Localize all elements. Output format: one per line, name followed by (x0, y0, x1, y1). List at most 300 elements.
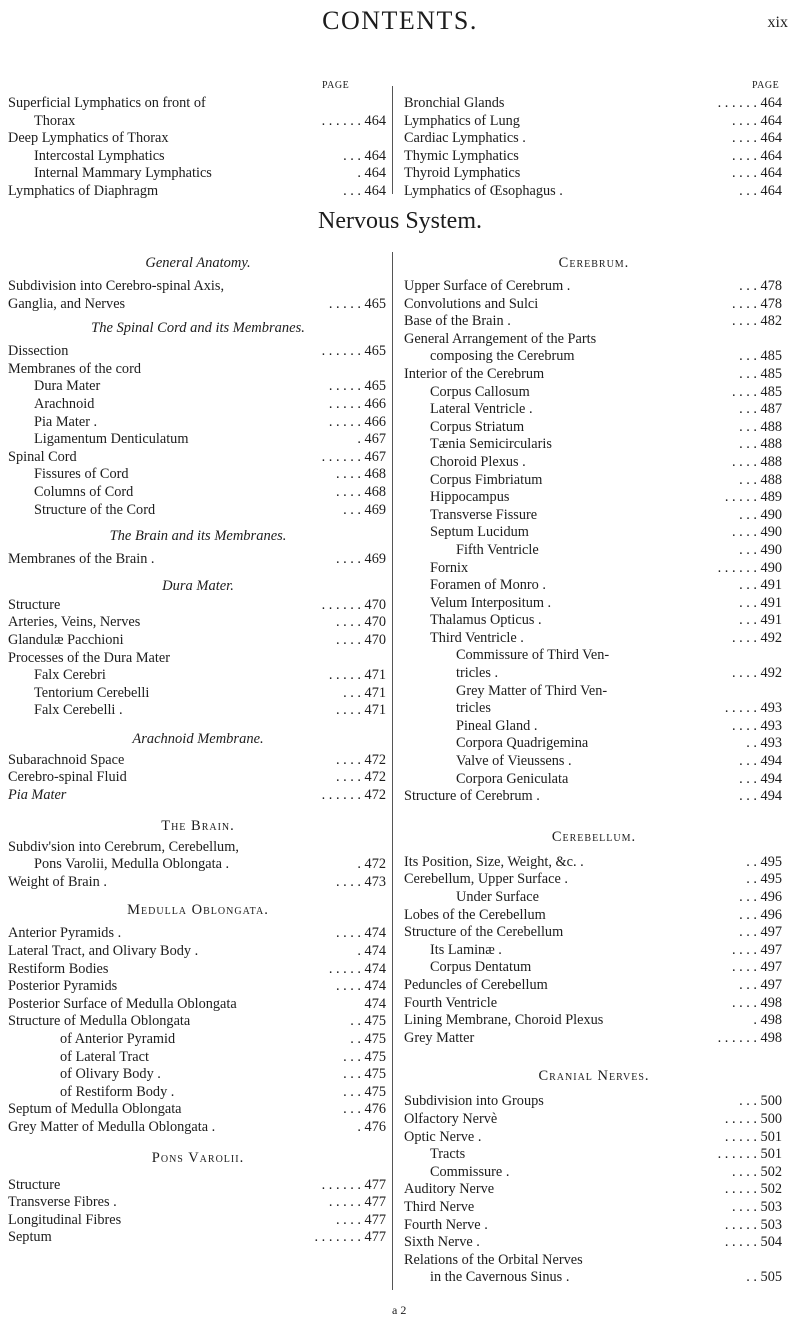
toc-entry-title: Septum (8, 1229, 52, 1246)
toc-entry-title: Structure of Medulla Oblongata (8, 1013, 191, 1030)
toc-entry (404, 612, 784, 630)
toc-entry-title: Anterior Pyramids . (8, 925, 122, 942)
toc-entry-page: . . . . . 465 (328, 295, 386, 312)
toc-entry (8, 1212, 388, 1230)
toc-entry-page: . . . 475 (343, 1048, 386, 1065)
toc-entry-title: Dissection (8, 343, 69, 360)
toc-entry (8, 752, 388, 770)
toc-entry (404, 183, 784, 201)
toc-entry-title: Glandulæ Pacchioni (8, 631, 124, 648)
toc-entry (8, 978, 388, 996)
toc-entry-page: . . . . 464 (731, 165, 782, 182)
toc-entry-page: . . . 491 (739, 577, 782, 594)
toc-entry (404, 700, 784, 718)
toc-entry-page: . . . . 488 (731, 453, 782, 470)
toc-entry (8, 685, 388, 703)
toc-entry-page: . . . 491 (739, 594, 782, 611)
entries-spinal-cord (8, 343, 388, 519)
toc-entry-page: . . . . 472 (335, 769, 386, 786)
toc-entry-title: Structure of the Cerebellum (404, 924, 564, 941)
toc-entry (8, 650, 388, 668)
toc-entry (8, 614, 388, 632)
toc-entry (8, 449, 388, 467)
toc-entry (8, 414, 388, 432)
toc-entry-page: . . . 485 (739, 365, 782, 382)
toc-entry-page: . 464 (357, 165, 386, 182)
toc-entry-title: Corpora Quadrigemina (456, 735, 589, 752)
toc-entry (8, 1194, 388, 1212)
toc-entry-title: Lateral Ventricle . (430, 401, 533, 418)
toc-entry (8, 702, 388, 720)
column-divider-main (392, 252, 393, 1290)
toc-entry-title: Third Nerve (404, 1198, 475, 1215)
toc-entry (404, 1252, 784, 1270)
toc-entry-title: Grey Matter of Third Ven- (456, 682, 608, 699)
toc-entry-page: . . . 500 (739, 1093, 782, 1110)
toc-entry-page: . . 493 (746, 735, 782, 752)
toc-entry-title: Corpus Callosum (430, 383, 530, 400)
toc-entry (404, 924, 784, 942)
toc-entry-page: . . . . 497 (731, 959, 782, 976)
toc-entry-title: Lining Membrane, Choroid Plexus (404, 1012, 604, 1029)
toc-entry (8, 943, 388, 961)
toc-entry-page: . . . 469 (343, 501, 386, 518)
toc-entry-page: . . . . . 501 (724, 1128, 782, 1145)
toc-entry-page: . . . . 471 (335, 702, 386, 719)
toc-entry (8, 597, 388, 615)
toc-entry-title: Tentorium Cerebelli (34, 684, 150, 701)
toc-entry-title: Structure (8, 1176, 61, 1193)
toc-entry-page: . . . . 468 (335, 483, 386, 500)
toc-entry (404, 1030, 784, 1048)
toc-entry (8, 343, 388, 361)
toc-entry-page: . . . 491 (739, 612, 782, 629)
top-right-entries (404, 95, 784, 201)
toc-entry (404, 1093, 784, 1111)
toc-entry (404, 401, 784, 419)
toc-entry (404, 871, 784, 889)
toc-entry-page: . 472 (357, 856, 386, 873)
toc-entry (8, 1031, 388, 1049)
toc-entry-title: tricles (456, 700, 491, 717)
toc-entry-page: . . . . 464 (731, 130, 782, 147)
toc-entry-page: . . . 476 (343, 1101, 386, 1118)
page-column-label-left: PAGE (322, 80, 350, 91)
toc-entry (404, 366, 784, 384)
toc-entry-page: . . . . . . . 477 (314, 1229, 386, 1246)
toc-entry-title: Arteries, Veins, Nerves (8, 614, 141, 631)
toc-entry-page: . . . . . . 464 (321, 112, 386, 129)
toc-entry (404, 454, 784, 472)
toc-entry-title: Thymic Lymphatics (404, 147, 519, 164)
toc-entry-page: . . . 494 (739, 770, 782, 787)
toc-entry-page: 474 (364, 995, 386, 1012)
entries-general-anatomy (8, 278, 388, 313)
right-column (404, 254, 784, 1287)
toc-entry-title: of Restiform Body . (60, 1083, 175, 1100)
toc-entry (404, 348, 784, 366)
toc-entry-title: of Lateral Tract (60, 1048, 149, 1065)
toc-entry-title: Intercostal Lymphatics (34, 147, 165, 164)
toc-entry-title: Pons Varolii, Medulla Oblongata . (34, 856, 230, 873)
toc-entry (8, 787, 388, 805)
toc-entry-title: Upper Surface of Cerebrum . (404, 278, 571, 294)
toc-entry-title: in the Cavernous Sinus . (430, 1269, 570, 1286)
toc-entry-title: General Arrangement of the Parts (404, 330, 597, 347)
toc-entry-page: . . . 496 (739, 906, 782, 923)
toc-entry (8, 396, 388, 414)
toc-entry-title: Processes of the Dura Mater (8, 649, 170, 666)
toc-entry (404, 436, 784, 454)
toc-entry-title: Falx Cerebelli . (34, 702, 123, 719)
heading-cerebrum: Cerebrum. (558, 255, 630, 271)
toc-entry-page: . . . . 464 (731, 112, 782, 129)
toc-entry-page: . . . 490 (739, 541, 782, 558)
toc-entry-page: . . . . . . 464 (717, 95, 782, 111)
entries-brain-membranes (8, 551, 388, 569)
toc-entry (404, 665, 784, 683)
toc-entry (404, 907, 784, 925)
toc-entry-title: Thyroid Lymphatics (404, 165, 521, 182)
toc-entry (404, 542, 784, 560)
toc-entry-title: Falx Cerebri (34, 667, 106, 684)
toc-entry-title: Thalamus Opticus . (430, 612, 542, 629)
toc-entry (8, 667, 388, 685)
heading-medulla: Medulla Oblongata. (127, 902, 269, 919)
toc-entry-title: Internal Mammary Lymphatics (34, 165, 212, 182)
toc-entry (8, 1101, 388, 1119)
toc-entry-page: . . . 478 (739, 278, 782, 294)
toc-entry-page: . . . 497 (739, 976, 782, 993)
toc-entry (404, 278, 784, 296)
toc-entry-page: . . . . . 504 (724, 1234, 782, 1251)
toc-entry-title: Posterior Pyramids (8, 978, 118, 995)
toc-entry-page: . . . . . 466 (328, 395, 386, 412)
toc-entry-page: . . . . 472 (335, 751, 386, 768)
toc-entry (404, 683, 784, 701)
page-title: CONTENTS. (322, 6, 478, 35)
toc-entry-title: Corpus Fimbriatum (430, 471, 543, 488)
toc-entry-page: . . 475 (350, 1013, 386, 1030)
toc-entry-page: . . . . 485 (731, 383, 782, 400)
toc-entry-page: . . . . . . 501 (717, 1146, 782, 1163)
toc-entry (8, 278, 388, 296)
toc-entry-page: . . . 487 (739, 401, 782, 418)
toc-entry-title: Tracts (430, 1146, 466, 1163)
toc-entry-page: . . . . . . 498 (717, 1029, 782, 1046)
toc-entry-title: Commissure of Third Ven- (456, 647, 610, 664)
toc-entry-page: . . . . 482 (731, 313, 782, 330)
toc-entry (404, 524, 784, 542)
toc-entry-title: Tænia Semicircularis (430, 436, 552, 453)
toc-entry-page: . . . . . 489 (724, 489, 782, 506)
toc-entry-page: . . . . 473 (335, 873, 386, 890)
toc-entry-page: . . . . 502 (731, 1163, 782, 1180)
toc-entry (8, 1066, 388, 1084)
toc-entry (8, 296, 388, 314)
toc-entry-page: . 474 (357, 943, 386, 960)
toc-entry-title: Convolutions and Sulci (404, 295, 539, 312)
toc-entry-page: . . . . . 477 (328, 1194, 386, 1211)
toc-entry (404, 647, 784, 665)
toc-entry-title: Relations of the Orbital Nerves (404, 1251, 583, 1268)
toc-entry-page: . . 495 (746, 871, 782, 888)
toc-entry-title: Structure of Cerebrum . (404, 788, 540, 805)
toc-entry (404, 1234, 784, 1252)
toc-entry (404, 1269, 784, 1287)
toc-entry (404, 1181, 784, 1199)
running-head (0, 4, 800, 44)
toc-entry-title: Arachnoid (34, 395, 95, 412)
toc-entry-title: Membranes of the cord (8, 360, 141, 377)
toc-entry-page: . . . . 470 (335, 614, 386, 631)
toc-entry (404, 771, 784, 789)
toc-entry-title: Olfactory Nervè (404, 1110, 498, 1127)
toc-entry (8, 1119, 388, 1137)
toc-entry-page: . . . . . 500 (724, 1110, 782, 1127)
toc-entry (404, 331, 784, 349)
toc-entry-title: Commissure . (430, 1163, 510, 1180)
toc-entry-page: . . . 488 (739, 418, 782, 435)
toc-entry-title: Corpus Striatum (430, 418, 525, 435)
toc-entry-title: Cerebro-spinal Fluid (8, 769, 127, 786)
toc-entry-title: Pineal Gland . (456, 717, 538, 734)
toc-entry-title: Posterior Surface of Medulla Oblongata (8, 995, 237, 1012)
toc-entry-page: . . . . 497 (731, 941, 782, 958)
toc-entry-title: Subdivision into Groups (404, 1093, 544, 1110)
toc-entry-page: . . . . . 465 (328, 378, 386, 395)
toc-entry-page: . . . 488 (739, 436, 782, 453)
toc-entry-title: Its Position, Size, Weight, &c. . (404, 853, 584, 870)
toc-entry-page: . . . 475 (343, 1066, 386, 1083)
toc-entry (8, 431, 388, 449)
toc-entry-title: Thorax (34, 112, 76, 129)
toc-entry (404, 148, 784, 166)
toc-entry-page: . . . . . 493 (724, 700, 782, 717)
toc-entry-title: Structure of the Cord (34, 501, 156, 518)
toc-entry-page: . . . 464 (343, 147, 386, 164)
toc-entry-title: Pia Mater (8, 787, 67, 804)
toc-entry (8, 484, 388, 502)
heading-cerebellum: Cerebellum. (551, 828, 637, 845)
toc-entry (8, 1177, 388, 1195)
page-column-label-right: PAGE (752, 80, 780, 91)
toc-entry-title: composing the Cerebrum (430, 348, 575, 365)
toc-entry-page: . . . 490 (739, 506, 782, 523)
toc-entry-title: Subdiv'sion into Cerebrum, Cerebellum, (8, 838, 239, 855)
toc-entry-page: . . . . . 466 (328, 413, 386, 430)
toc-entry-title: Ligamentum Denticulatum (34, 431, 189, 448)
toc-entry-title: Its Laminæ . (430, 941, 502, 958)
toc-entry-title: Cerebellum, Upper Surface . (404, 871, 568, 888)
toc-entry (8, 1229, 388, 1247)
toc-entry-title: Velum Interpositum . (430, 594, 552, 611)
toc-entry-title: Fourth Nerve . (404, 1216, 488, 1233)
toc-entry-page: . . . 496 (739, 889, 782, 905)
toc-entry-page: . . . . 468 (335, 466, 386, 483)
toc-entry-title: Pia Mater . (34, 413, 98, 430)
heading-dura-mater: Dura Mater. (162, 577, 234, 594)
toc-entry (8, 1084, 388, 1102)
toc-entry (8, 1013, 388, 1031)
toc-entry (8, 378, 388, 396)
toc-entry-title: Deep Lymphatics of Thorax (8, 130, 169, 147)
signature-mark: a 2 (392, 1303, 407, 1317)
toc-entry-title: Hippocampus (430, 489, 510, 506)
toc-entry-title: Subdivision into Cerebro-spinal Axis, (8, 278, 225, 294)
toc-entry (404, 419, 784, 437)
toc-entry (8, 113, 388, 131)
toc-entry-page: . . . 488 (739, 471, 782, 488)
toc-entry-title: Valve of Vieussens . (456, 753, 572, 770)
toc-entry-title: tricles . (456, 665, 499, 682)
toc-entry-title: Optic Nerve . (404, 1128, 482, 1145)
toc-entry-page: . . . . 474 (335, 978, 386, 995)
toc-entry-title: Grey Matter of Medulla Oblongata . (8, 1118, 216, 1135)
toc-entry-page: . . . . 474 (335, 925, 386, 942)
column-divider-top (392, 86, 393, 194)
toc-entry-page: . . . . . 502 (724, 1181, 782, 1198)
toc-entry (404, 165, 784, 183)
toc-entry-page: . . . . 493 (731, 717, 782, 734)
toc-entry (8, 148, 388, 166)
toc-entry (404, 1199, 784, 1217)
toc-entry (404, 1217, 784, 1235)
toc-entry (404, 854, 784, 872)
toc-entry (404, 113, 784, 131)
toc-entry (8, 183, 388, 201)
toc-entry-page: . . . . . . 472 (321, 787, 386, 804)
heading-spinal-cord: The Spinal Cord and its Membranes. (91, 320, 305, 337)
toc-entry-title: Membranes of the Brain . (8, 551, 155, 568)
toc-entry-title: Fifth Ventricle (456, 541, 539, 558)
toc-entry-title: Columns of Cord (34, 483, 134, 500)
toc-entry-page: . . . 494 (739, 753, 782, 770)
toc-entry-title: Grey Matter (404, 1029, 475, 1046)
toc-entry-title: Ganglia, and Nerves (8, 295, 126, 312)
toc-entry-page: . . . 497 (739, 924, 782, 941)
toc-entry (8, 856, 388, 874)
entries-cerebellum (404, 854, 784, 1048)
toc-entry (404, 313, 784, 331)
toc-entry-page: . . . . 470 (335, 631, 386, 648)
toc-entry (8, 466, 388, 484)
entries-pons (8, 1177, 388, 1247)
entries-the-brain (8, 839, 388, 892)
toc-entry-title: Superficial Lymphatics on front of (8, 95, 206, 111)
toc-entry-title: Choroid Plexus . (430, 453, 526, 470)
toc-entry-title: of Olivary Body . (60, 1066, 161, 1083)
toc-entry-title: Septum of Medulla Oblongata (8, 1101, 182, 1118)
toc-entry (404, 489, 784, 507)
toc-entry-page: . 467 (357, 431, 386, 448)
toc-entry-title: Interior of the Cerebrum (404, 365, 545, 382)
heading-brain-membranes: The Brain and its Membranes. (109, 528, 287, 545)
toc-entry-page: . . . . 478 (731, 295, 782, 312)
toc-entry (404, 959, 784, 977)
toc-entry-title: Transverse Fissure (430, 506, 538, 523)
toc-entry-title: of Anterior Pyramid (60, 1031, 176, 1047)
toc-entry-title: Lateral Tract, and Olivary Body . (8, 943, 199, 960)
section-title: Nervous System. (318, 208, 482, 234)
toc-entry-title: Weight of Brain . (8, 873, 107, 890)
toc-entry-page: . . . . 492 (731, 629, 782, 646)
toc-entry (8, 839, 388, 857)
toc-entry-title: Restiform Bodies (8, 960, 109, 977)
toc-entry (404, 384, 784, 402)
toc-entry-title: Peduncles of Cerebellum (404, 976, 548, 993)
toc-entry-page: . . . 485 (739, 348, 782, 365)
toc-entry (8, 502, 388, 520)
toc-entry-title: Under Surface (456, 889, 539, 905)
toc-entry (404, 942, 784, 960)
toc-entry (8, 961, 388, 979)
toc-entry-title: Lymphatics of Lung (404, 112, 520, 129)
toc-entry-page: . . 505 (746, 1269, 782, 1286)
toc-entry-page: . . . . . . 477 (321, 1176, 386, 1193)
heading-arachnoid: Arachnoid Membrane. (132, 730, 264, 747)
toc-entry (8, 361, 388, 379)
toc-entry-title: Fissures of Cord (34, 466, 129, 483)
toc-entry-page: . . . . 492 (731, 665, 782, 682)
toc-entry-title: Third Ventricle . (430, 629, 524, 646)
toc-entry (404, 95, 784, 113)
entries-medulla (8, 925, 388, 1136)
toc-entry (404, 507, 784, 525)
toc-entry-page: . . . 471 (343, 684, 386, 701)
toc-entry (404, 577, 784, 595)
toc-entry-title: Lymphatics of Diaphragm (8, 182, 159, 199)
toc-entry-title: Auditory Nerve (404, 1181, 495, 1198)
toc-entry-page: . . . 464 (343, 182, 386, 199)
toc-entry (404, 1164, 784, 1182)
toc-entry-page: . . . 475 (343, 1083, 386, 1100)
heading-general-anatomy: General Anatomy. (145, 255, 251, 271)
toc-entry-page: . . 495 (746, 853, 782, 870)
toc-entry (404, 735, 784, 753)
toc-entry (8, 996, 388, 1014)
toc-entry-title: Foramen of Monro . (430, 577, 546, 594)
toc-entry (404, 977, 784, 995)
toc-entry-title: Subarachnoid Space (8, 751, 125, 768)
toc-entry (8, 95, 388, 113)
toc-entry-page: . . . 494 (739, 788, 782, 805)
toc-entry-title: Corpora Geniculata (456, 770, 569, 787)
heading-cranial-nerves: Cranial Nerves. (538, 1068, 650, 1085)
toc-entry (8, 769, 388, 787)
entries-arachnoid (8, 752, 388, 805)
toc-entry (404, 630, 784, 648)
toc-entry (404, 995, 784, 1013)
heading-pons: Pons Varolii. (151, 1149, 245, 1166)
toc-entry (8, 130, 388, 148)
toc-entry (404, 1129, 784, 1147)
toc-entry-page: . . . . . . 490 (717, 559, 782, 576)
toc-entry-page: . . . . 469 (335, 551, 386, 568)
page-number: xix (767, 14, 788, 31)
toc-entry-page: . . . . . 474 (328, 960, 386, 977)
toc-entry-title: Dura Mater (34, 378, 101, 395)
entries-cranial-nerves (404, 1093, 784, 1287)
toc-entry (404, 1146, 784, 1164)
toc-entry-title: Fornix (430, 559, 469, 576)
toc-entry (404, 560, 784, 578)
toc-entry-page: . . . . 464 (731, 147, 782, 164)
toc-entry-page: . 498 (753, 1012, 782, 1029)
toc-entry-title: Lymphatics of Œsophagus . (404, 182, 563, 199)
heading-the-brain: The Brain. (161, 817, 235, 834)
toc-entry (8, 874, 388, 892)
